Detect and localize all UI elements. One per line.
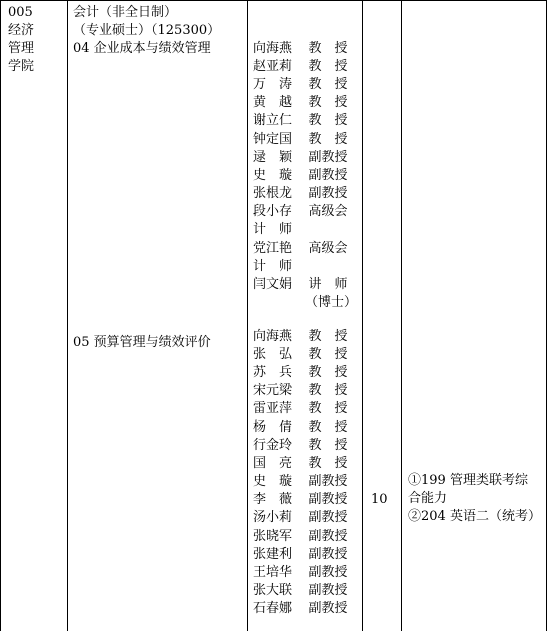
exam-subject-line: 合能力 <box>408 491 448 506</box>
faculty-row <box>253 489 429 507</box>
faculty-name: 向海燕 <box>253 328 293 344</box>
exam-subject-line: ①199 管理类联考综 <box>408 473 528 488</box>
faculty-name: 向海燕 <box>253 40 293 56</box>
faculty-title: 教 授 <box>308 131 348 147</box>
faculty-row <box>253 92 429 110</box>
table-border-left <box>0 0 1 631</box>
faculty-row <box>253 416 429 434</box>
faculty-row <box>253 343 429 361</box>
faculty-title: 教 授 <box>308 328 348 344</box>
faculty-name: 万 涛 <box>253 76 293 92</box>
faculty-row <box>253 37 429 55</box>
faculty-row <box>253 128 429 146</box>
faculty-list-05 <box>253 325 429 616</box>
direction-04-label: 04 企业成本与绩效管理 <box>73 41 211 56</box>
faculty-row <box>253 201 429 219</box>
dept-code: 005 <box>8 5 33 20</box>
faculty-name: 张大联 <box>253 583 293 599</box>
faculty-name: 王培华 <box>253 565 293 581</box>
faculty-row <box>253 452 429 470</box>
faculty-name: 张晓军 <box>253 528 293 544</box>
faculty-title: 教 授 <box>308 419 348 435</box>
faculty-title: 副教授 <box>308 565 348 581</box>
faculty-title: 副教授 <box>308 186 348 202</box>
dept-name-line: 经济 <box>8 23 35 38</box>
faculty-title: 副教授 <box>308 510 348 526</box>
table-border-top <box>0 0 547 1</box>
direction-05-label: 05 预算管理与绩效评价 <box>73 335 211 350</box>
faculty-title: 副教授 <box>308 528 348 544</box>
faculty-row <box>253 507 429 525</box>
faculty-row <box>253 580 429 598</box>
faculty-row <box>253 398 429 416</box>
faculty-title: 教 授 <box>308 455 348 471</box>
faculty-title: 副教授 <box>308 474 348 490</box>
faculty-row <box>253 598 429 616</box>
faculty-row <box>253 110 429 128</box>
faculty-name: 赵亚莉 <box>253 58 293 74</box>
faculty-name: 石春娜 <box>253 601 293 617</box>
faculty-name: 党江艳 <box>253 240 293 256</box>
faculty-name: 宋元梁 <box>253 383 293 399</box>
faculty-name: 谢立仁 <box>253 113 293 129</box>
faculty-name: 计 师 <box>253 222 293 238</box>
faculty-title: 高级会 <box>308 240 348 256</box>
faculty-name: 张建利 <box>253 546 293 562</box>
faculty-title: 副教授 <box>308 167 348 183</box>
faculty-name: 钟定国 <box>253 131 293 147</box>
faculty-title: 教 授 <box>308 58 348 74</box>
faculty-title: 教 授 <box>308 76 348 92</box>
faculty-title: 教 授 <box>308 95 348 111</box>
faculty-title: 副教授 <box>308 492 348 508</box>
faculty-row <box>253 146 429 164</box>
faculty-title: 副教授 <box>308 583 348 599</box>
faculty-row <box>253 55 429 73</box>
faculty-row <box>253 237 429 255</box>
faculty-title: （博士） <box>305 295 358 311</box>
faculty-name: 段小存 <box>253 204 293 220</box>
faculty-row <box>253 380 429 398</box>
faculty-row <box>253 543 429 561</box>
faculty-name: 李 薇 <box>253 492 293 508</box>
faculty-title: 副教授 <box>308 546 348 562</box>
faculty-name: 行金玲 <box>253 437 293 453</box>
column-divider <box>247 0 248 631</box>
exam-subject-line: ②204 英语二（统考） <box>408 509 541 524</box>
faculty-row <box>253 471 429 489</box>
dept-name-line: 学院 <box>8 59 35 74</box>
faculty-row <box>253 361 429 379</box>
faculty-title: 高级会 <box>308 204 348 220</box>
faculty-title: 教 授 <box>308 40 348 56</box>
enrollment-count: 10 <box>371 492 388 507</box>
faculty-row <box>253 561 429 579</box>
faculty-row <box>253 292 429 310</box>
faculty-name: 黄 越 <box>253 95 293 111</box>
faculty-title: 讲 师 <box>308 277 348 293</box>
faculty-title: 教 授 <box>308 113 348 129</box>
program-name: 会计（非全日制） <box>73 5 178 20</box>
faculty-title: 副教授 <box>308 149 348 165</box>
faculty-name: 计 师 <box>253 258 293 274</box>
faculty-row <box>253 325 429 343</box>
faculty-list-04 <box>253 37 429 310</box>
faculty-name: 杨 倩 <box>253 419 293 435</box>
faculty-row <box>253 273 429 291</box>
faculty-title: 教 授 <box>308 383 348 399</box>
faculty-row <box>253 73 429 91</box>
faculty-name: 雷亚萍 <box>253 401 293 417</box>
faculty-row <box>253 183 429 201</box>
faculty-title: 教 授 <box>308 437 348 453</box>
faculty-row <box>253 255 429 273</box>
faculty-name: 苏 兵 <box>253 364 293 380</box>
faculty-name: 汤小莉 <box>253 510 293 526</box>
dept-name-line: 管理 <box>8 41 35 56</box>
faculty-name: 张 弘 <box>253 346 293 362</box>
faculty-name: 国 亮 <box>253 455 293 471</box>
faculty-row <box>253 525 429 543</box>
faculty-name: 张根龙 <box>253 186 293 202</box>
column-divider <box>67 0 68 631</box>
program-degree: （专业硕士）（125300） <box>73 23 221 38</box>
faculty-row <box>253 434 429 452</box>
faculty-name: 史 璇 <box>253 167 293 183</box>
faculty-title: 教 授 <box>308 401 348 417</box>
faculty-title: 教 授 <box>308 346 348 362</box>
faculty-name: 逯 颖 <box>253 149 293 165</box>
faculty-title: 副教授 <box>308 601 348 617</box>
faculty-name: 史 璇 <box>253 474 293 490</box>
faculty-title: 教 授 <box>308 364 348 380</box>
faculty-row <box>253 219 429 237</box>
faculty-name: 闫文娟 <box>253 277 293 293</box>
exam-subjects <box>408 472 541 526</box>
faculty-row <box>253 164 429 182</box>
